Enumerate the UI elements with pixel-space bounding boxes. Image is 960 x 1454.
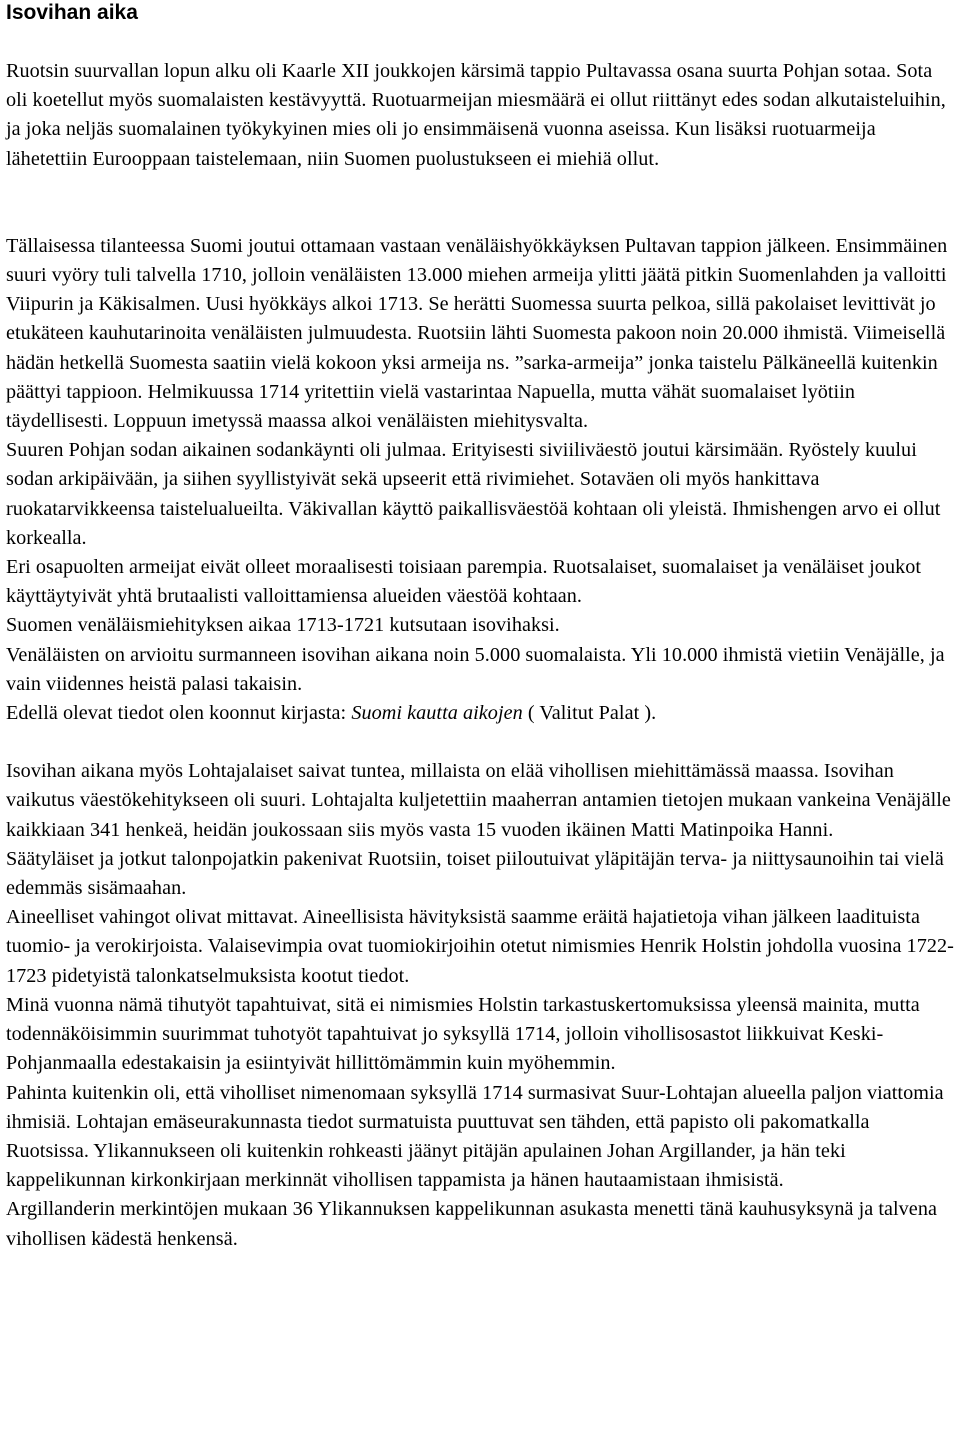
paragraph-timing: Minä vuonna nämä tihutyöt tapahtuivat, sitä ei nimismies Holstin tarkastuskertomuksissa yleensä mainita, mutta todennäköisimmin suurimmat tuhotyöt tapahtuivat jo syksyllä 1714, jolloin vihollisosastot liikkuivat Keski-Pohjanmaalla edestakaisin ja esiintyivät hillittömämmin kuin myöhemmin. (6, 993, 920, 1075)
paragraph-spacer (6, 728, 954, 757)
source-prefix: Edellä olevat tiedot olen koonnut kirjasta: (6, 702, 352, 725)
intro-paragraph: Ruotsin suurvallan lopun alku oli Kaarle XII joukkojen kärsimä tappio Pultavassa osana suurta Pohjan sotaa. Sota oli koetellut myös suomalaisten kestävyyttä. Ruotuarmeijan miesmäärä ei ollut riittänyt edes sodan alkutaisteluihin, ja joka neljäs suomalainen työkykyinen mies oli jo ensimmäisenä vuonna aseissa. Kun lisäksi ruotuarmeija lähetettiin Eurooppaan taistelemaan, niin Suomen puolustukseen ei miehiä ollut. (6, 60, 946, 170)
paragraph-damages: Aineelliset vahingot olivat mittavat. Aineellisista hävityksistä saamme eräitä hajatietoja vihan jälkeen laadituista tuomio- ja verokirjoista. Valaisevimpia ovat tuomiokirjoihin otetut nimismies Henrik Holstin johdolla vuosina 1722-1723 pidetyistä talonkatselmuksista kootut tiedot. (6, 906, 954, 987)
source-suffix: ( Valitut Palat ). (522, 702, 657, 725)
paragraph-lohtaja: Isovihan aikana myös Lohtajalaiset saivat tuntea, millaista on elää vihollisen miehittämässä maassa. Isovihan vaikutus väestökehitykseen oli suuri. Lohtajalta kuljetettiin maaherran antamien tietojen mukaan vankeina Venäjälle kaikkiaan 341 henkeä, heidän joukossaan siis myös vasta 15 vuoden ikäinen Matti Matinpoika Hanni. (6, 760, 951, 841)
source-book-title: Suomi kautta aikojen (351, 702, 523, 725)
paragraph-killings: Pahinta kuitenkin oli, että viholliset nimenomaan syksyllä 1714 surmasivat Suur-Lohtajan alueella paljon viattomia ihmisiä. Lohtajan emäseurakunnasta tiedot surmatuista puuttuvat sen tähden, että papisto oli pakomatkalla Ruotsissa. Ylikannukseen oli kuitenkin rohkeasti jäänyt pitäjän apulainen Johan Argillander, ja hän teki kappelikunnan kirkonkirjaan merkinnät vihollisen tappamista ja hänen hautaamistaan ihmisistä. (6, 1081, 944, 1192)
paragraph-warfare: Suuren Pohjan sodan aikainen sodankäynti oli julmaa. Erityisesti siviiliväestö joutui kärsimään. Ryöstely kuului sodan arkipäivään, ja siihen syyllistyivät sekä upseerit että rivimiehet. Sotaväen oli myös hankittava ruokatarvikkeensa taistelualueilta. Väkivallan käyttö paikallisväestöä kohtaan oli yleistä. Ihmishengen arvo ei ollut korkealla. (6, 439, 941, 549)
source-citation (6, 699, 954, 728)
paragraph-spacer (6, 174, 954, 232)
paragraph-casualties: Venäläisten on arvioitu surmanneen isovihan aikana noin 5.000 suomalaista. Yli 10.000 ihmistä vietiin Venäjälle, ja vain viidennes heistä palasi takaisin. (6, 643, 945, 695)
document-page (6, 0, 954, 1254)
paragraph-refugees: Säätyläiset ja jotkut talonpojatkin pakenivat Ruotsiin, toiset piiloutuivat yläpitäjän terva- ja niittysaunoihin tai vielä edemmäs sisämaahan. (6, 847, 944, 900)
paragraph-isoviha-definition: Suomen venäläismiehityksen aikaa 1713-1721 kutsutaan isovihaksi. (6, 614, 560, 637)
paragraph-armies: Eri osapuolten armeijat eivät olleet moraalisesti toisiaan parempia. Ruotsalaiset, suomalaiset ja venäläiset joukot käyttäytyivät yhtä brutaalisti valloittamiensa alueiden väestöä kohtaan. (6, 556, 922, 608)
paragraph-invasion: Tällaisessa tilanteessa Suomi joutui ottamaan vastaan venäläishyökkäyksen Pultavan tappion jälkeen. Ensimmäinen suuri vyöry tuli talvella 1710, jolloin venäläisten 13.000 miehen armeija ylitti jäätä pitkin Suomenlahden ja valloitti Viipurin ja Käkisalmen. Uusi hyökkäys alkoi 1713. Se herätti Suomessa suurta pelkoa, sillä pakolaiset levittivät jo etukäteen kauhutarinoita venäläisten julmuudesta. Ruotsiin lähti Suomesta pakoon noin 20.000 ihmistä. Viimeisellä hädän hetkellä Suomesta saatiin vielä kokoon yksi armeija ns. ”sarka-armeija” jonka taistelu Pälkäneellä kuitenkin päättyi tappioon. Helmikuussa 1714 yritettiin vielä vastarintaa Napuella, mutta vähät suomalaiset lyötiin täydellisesti. Loppuun imetyssä maassa alkoi venäläisten miehitysvalta. (6, 234, 948, 433)
paragraph-ylikannus: Argillanderin merkintöjen mukaan 36 Ylikannuksen kappelikunnan asukasta menetti tänä kauhusyksynä ja talvena vihollisen kädestä henkensä. (6, 1198, 937, 1250)
page-title: Isovihan aika (6, 1, 138, 24)
